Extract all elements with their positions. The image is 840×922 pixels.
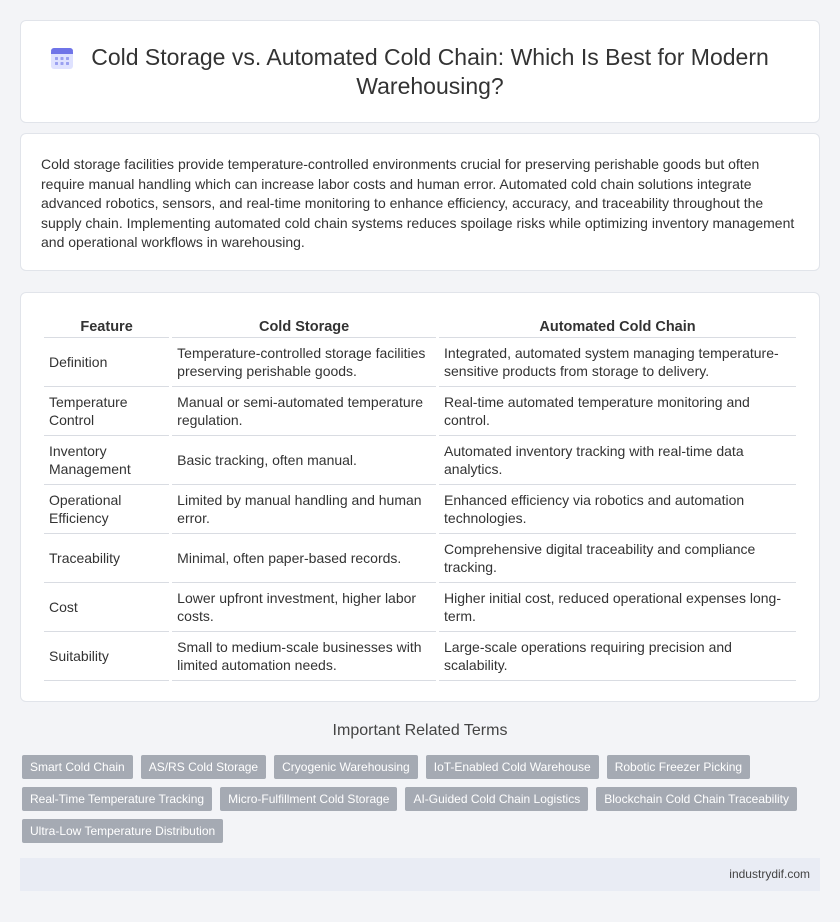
related-term-tag[interactable]: Ultra-Low Temperature Distribution: [22, 819, 223, 843]
intro-paragraph: Cold storage facilities provide temperature-controlled environments crucial for preserving perishable goods but often require manual handling which can increase labor costs and human error. Automated cold chain solutions integrate advanced robotics, sensors, and real-time monitoring to enhance efficiency, accuracy, and traceability throughout the supply chain. Implementing automated cold chain systems reduces spoilage risks while optimizing inventory management and operational workflows in warehousing.: [41, 156, 795, 250]
feature-cell: Operational Efficiency: [44, 485, 169, 534]
automated-cold-chain-cell: Enhanced efficiency via robotics and automation technologies.: [439, 485, 796, 534]
related-term-tag[interactable]: Robotic Freezer Picking: [607, 755, 750, 779]
cold-storage-cell: Temperature-controlled storage facilities preserving perishable goods.: [172, 338, 436, 387]
feature-cell: Definition: [44, 338, 169, 387]
related-term-tag[interactable]: Real-Time Temperature Tracking: [22, 787, 212, 811]
automated-cold-chain-cell: Integrated, automated system managing temperature-sensitive products from storage to delivery.: [439, 338, 796, 387]
related-term-tag[interactable]: AS/RS Cold Storage: [141, 755, 266, 779]
footer: [20, 858, 820, 891]
footer-site-link[interactable]: industrydif.com: [729, 867, 810, 881]
table-row: [44, 485, 796, 534]
page-title: Cold Storage vs. Automated Cold Chain: Which Is Best for Modern Warehousing?: [91, 43, 769, 99]
cold-storage-cell: Limited by manual handling and human error.: [172, 485, 436, 534]
cold-storage-cell: Basic tracking, often manual.: [172, 436, 436, 485]
related-term-tag[interactable]: Micro-Fulfillment Cold Storage: [220, 787, 397, 811]
header-cold-storage: Cold Storage: [172, 315, 436, 338]
table-row: [44, 436, 796, 485]
header-feature: Feature: [44, 315, 169, 338]
feature-cell: Cost: [44, 583, 169, 632]
automated-cold-chain-cell: Comprehensive digital traceability and compliance tracking.: [439, 534, 796, 583]
intro-card: [20, 133, 820, 271]
related-term-tag[interactable]: Blockchain Cold Chain Traceability: [596, 787, 797, 811]
feature-cell: Inventory Management: [44, 436, 169, 485]
comparison-card: [20, 292, 820, 702]
automated-cold-chain-cell: Real-time automated temperature monitoring and control.: [439, 387, 796, 436]
title-card: [20, 20, 820, 123]
automated-cold-chain-cell: Higher initial cost, reduced operational expenses long-term.: [439, 583, 796, 632]
feature-cell: Traceability: [44, 534, 169, 583]
table-row: [44, 338, 796, 387]
table-row: [44, 387, 796, 436]
cold-storage-cell: Manual or semi-automated temperature regulation.: [172, 387, 436, 436]
feature-cell: Temperature Control: [44, 387, 169, 436]
table-row: [44, 534, 796, 583]
related-term-tag[interactable]: Smart Cold Chain: [22, 755, 133, 779]
cold-storage-cell: Small to medium-scale businesses with limited automation needs.: [172, 632, 436, 681]
related-term-tag[interactable]: Cryogenic Warehousing: [274, 755, 418, 779]
automated-cold-chain-cell: Large-scale operations requiring precision and scalability.: [439, 632, 796, 681]
table-header-row: [44, 315, 796, 338]
related-term-tag[interactable]: AI-Guided Cold Chain Logistics: [405, 787, 588, 811]
table-row: [44, 583, 796, 632]
table-row: [44, 632, 796, 681]
feature-cell: Suitability: [44, 632, 169, 681]
related-term-tag[interactable]: IoT-Enabled Cold Warehouse: [426, 755, 599, 779]
related-terms-title: Important Related Terms: [332, 722, 508, 739]
calendar-icon: [49, 45, 75, 71]
header-automated-cold-chain: Automated Cold Chain: [439, 315, 796, 338]
cold-storage-cell: Minimal, often paper-based records.: [172, 534, 436, 583]
related-terms-tags: [22, 755, 812, 843]
automated-cold-chain-cell: Automated inventory tracking with real-time data analytics.: [439, 436, 796, 485]
cold-storage-cell: Lower upfront investment, higher labor costs.: [172, 583, 436, 632]
comparison-table: [41, 315, 799, 681]
